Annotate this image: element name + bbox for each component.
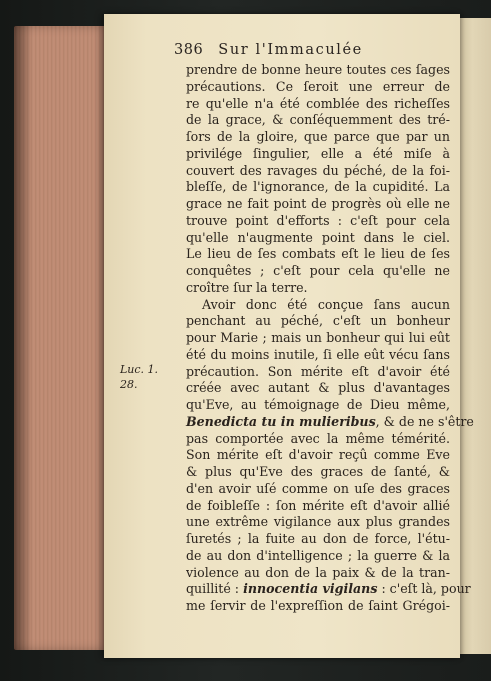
margin-reference-line-1: Luc. 1. [120, 363, 159, 376]
text-line: me ſervir de l'expreſſion de ſaint Grégoi- [186, 598, 450, 613]
text-line: de foibleſſe : ſon mérite eſt d'avoir allié [186, 497, 450, 513]
facing-page-edge [458, 18, 491, 654]
text-line: trouve point d'efforts : c'eſt pour cela [186, 212, 450, 228]
text-line-quote [186, 581, 471, 598]
text-line: qu'elle n'augmente point dans le ciel. [186, 229, 450, 245]
text-line: qu'Eve, au témoignage de Dieu même, [186, 397, 450, 412]
text-line-rest: , & de ne s'être [375, 413, 474, 429]
body-text [186, 62, 474, 615]
text-line-start: quillité : [186, 581, 244, 597]
page-number: 386 [174, 42, 204, 58]
text-line: précaution. Son mérite eſt d'avoir été [186, 363, 450, 379]
latin-quote: Benedicta tu in mulieribus [186, 413, 376, 429]
text-line-rest: : c'eſt là, pour [377, 581, 471, 597]
text-line: Le lieu de ſes combats eſt le lieu de ſes [186, 246, 450, 262]
text-line: prendre de bonne heure toutes ces ſages [186, 62, 450, 77]
margin-reference-line-2: 28. [120, 378, 138, 391]
page-header [174, 42, 464, 58]
running-title: Sur l'Immaculée [218, 42, 363, 58]
text-line-quote [186, 413, 474, 431]
text-line: créée avec autant & plus d'avantages [186, 380, 450, 396]
text-line: Avoir donc été conçue ſans aucun [202, 296, 450, 312]
text-line: croître ſur la terre. [186, 279, 308, 295]
text-line: pas comportée avec la même témérité. [186, 430, 450, 446]
latin-quote: innocentia vigilans [243, 581, 378, 597]
text-line: de au don d'intelligence ; la guerre & la [186, 547, 450, 563]
text-line: une extrême vigilance aux plus grandes [186, 514, 450, 530]
text-line: grace ne fait point de progrès où elle ne [186, 196, 450, 211]
page-edge-shadow [14, 26, 32, 650]
text-line: précautions. Ce ſeroit une erreur de [186, 78, 450, 94]
text-line: de la grace, & conſéquemment des tré- [186, 112, 450, 128]
text-line: été du moins inutile, ſi elle eût vécu ſans [186, 346, 450, 362]
text-line: Son mérite eſt d'avoir reçû comme Eve [186, 447, 450, 463]
text-line: re qu'elle n'a été comblée des richeſſes [186, 95, 450, 111]
text-line: & plus qu'Eve des graces de ſanté, & [186, 464, 450, 479]
text-line: violence au don de la paix & de la tran- [186, 564, 450, 580]
text-line: pour Marie ; mais un bonheur qui lui eût [186, 330, 450, 345]
text-line: privilége ſingulier, elle a été miſe à [186, 145, 450, 161]
text-line: bleſſe, de l'ignorance, de la cupidité. La [186, 179, 450, 195]
text-line: couvert des ravages du péché, de la foi- [186, 162, 450, 178]
text-line: d'en avoir uſé comme on uſe des graces [186, 480, 450, 496]
text-line: ſuretés ; la fuite au don de force, l'étu- [186, 531, 450, 546]
text-line: penchant au péché, c'eſt un bonheur [186, 313, 450, 329]
text-line: conquêtes ; c'eſt pour cela qu'elle ne [186, 263, 450, 278]
text-line: ſors de la gloire, que parce que par un [186, 129, 450, 144]
margin-reference [120, 362, 158, 392]
